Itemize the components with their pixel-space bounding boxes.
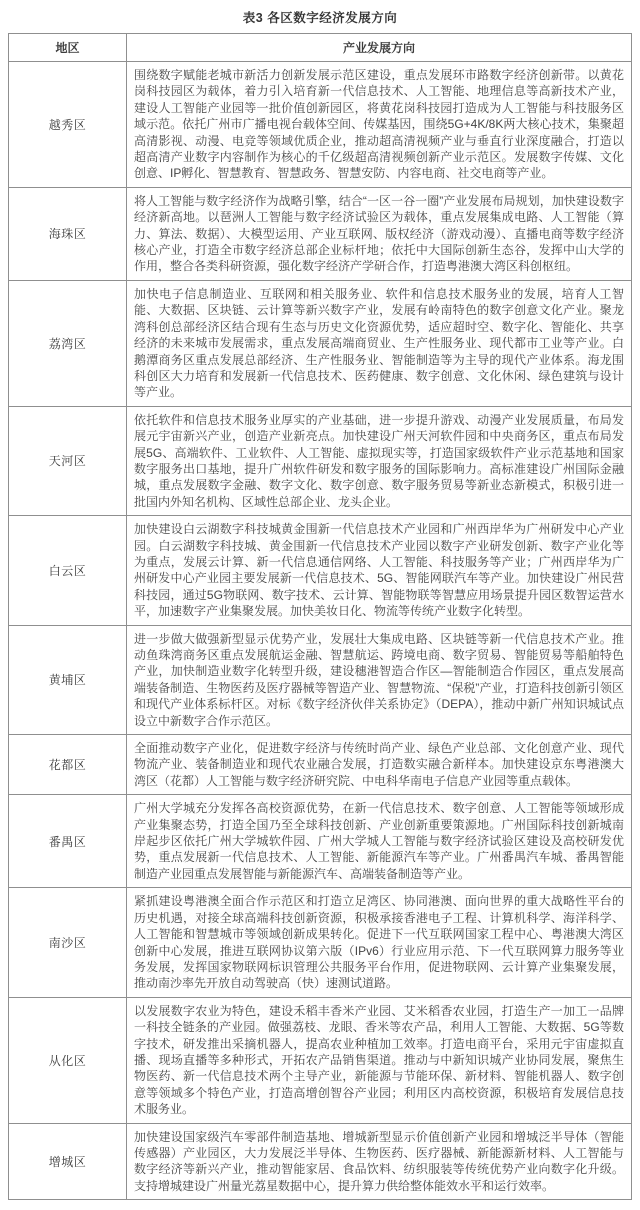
table-row [9,187,632,280]
header-row [9,34,632,62]
table-row [9,997,632,1123]
table-row [9,62,632,188]
direction-cell: 进一步做大做强新型显示优势产业，发展壮大集成电路、区块链等新一代信息技术产业。推动鱼珠湾商务区重点发展航运金融、智慧航运、跨境电商、数字贸易、智能贸易等船舶特色产业，加快制造业数字化转型升级，建设穗港智造合作区—智能制造合作园区，重点发展高端装备制造、生物医药及医疗器械等智造产业、智慧物流、“保税”产业，打造科技创新引领区和现代产业体系标杆区。对标《数字经济伙伴关系协定》（DEPA），推动中新广州知识城试点设立中新数字合作示范区。 [127,625,632,734]
district-development-table [8,33,632,1200]
direction-cell: 围绕数字赋能老城市新活力创新发展示范区建设，重点发展环市路数字经济创新带。以黄花岗科技园区为载体，着力引入培育新一代信息技术、人工智能、地理信息等高新技术产业，建设人工智能产业园等一批价值创新园区，将黄花岗科技园打造成为人工智能与科技服务区域示范。依托广州市广播电视台载体空间、传媒基因，围绕5G+4K/8K两大核心技术，集聚超高清影视、动漫、电竞等领域优质企业，推动超高清视频产业与垂直行业深度融合，打造以超高清产业数字内容制作为核心的千亿级超高清视频创新产业示范区。发展数字传媒、文化创意、IP孵化、智慧教育、智慧政务、智慧安防、内容电商、社交电商等产业。 [127,62,632,188]
table-row [9,795,632,888]
direction-cell: 加快建设国家级汽车零部件制造基地、增城新型显示价值创新产业园和增城泛半导体（智能传感器）产业园区，大力发展泛半导体、生物医药、医疗器械、新能源新材料、人工智能与数字经济等新兴产业，推动智能家居、食品饮料、纺织服装等传统优势产业向数字化升级。支持增城建设广州量光荔星数据中心，提升算力供给整体能效水平和运行效率。 [127,1123,632,1200]
district-cell: 天河区 [9,406,127,515]
direction-cell: 依托软件和信息技术服务业厚实的产业基础，进一步提升游戏、动漫产业发展质量，布局发展元宇宙新兴产业，创造产业新亮点。加快建设广州天河软件园和中央商务区，重点布局发展5G、高端软件、工业软件、人工智能、虚拟现实等，打造国家级软件产业示范基地和国家数字服务出口基地，提升广州软件研发和数字服务的国际影响力。高标准建设广州国际金融城，重点发展数字金融、数字文化、数字创意、数字服务贸易等新业态新模式，积极引进一批国内外知名机构、区域性总部企业、龙头企业。 [127,406,632,515]
direction-cell: 全面推动数字产业化，促进数字经济与传统时尚产业、绿色产业总部、文化创意产业、现代物流产业、装备制造业和现代农业融合发展，打造数实融合新样本。加快建设京东粤港澳大湾区（花都）人工智能与数字经济研究院、中电科华南电子信息产业园等重点载体。 [127,735,632,795]
direction-cell: 紧抓建设粤港澳全面合作示范区和打造立足湾区、协同港澳、面向世界的重大战略性平台的历史机遇，对接全球高端科技创新资源，积极承接香港电子工程、计算机科学、海洋科学、人工智能和智慧城市等领域创新成果转化。促进下一代互联网国家工程中心、粤港澳大湾区创新中心发展，推进互联网协议第六版（IPv6）行业应用示范、下一代互联网算力服务等业务发展，发挥国家物联网标识管理公共服务平台作用，促进物联网、云计算产业集聚发展，推动南沙率先开放自动驾驶高（快）速测试道路。 [127,888,632,997]
table-row [9,625,632,734]
table-row [9,735,632,795]
district-cell: 黄埔区 [9,625,127,734]
table-header [9,34,632,62]
table-row [9,516,632,625]
direction-cell: 加快建设白云湖数字科技城黄金围新一代信息技术产业园和广州西岸华为广州研发中心产业园。白云湖数字科技城、黄金围新一代信息技术产业园以数字产业研发创新、数字产业化等为重点，发展云计算、新一代信息通信网络、人工智能、科技服务等产业；广州西岸华为广州研发中心产业园主要发展新一代信息技术、5G、智能网联汽车等产业。加快建设广州民营科技园，通过5G物联网、数字技术、云计算、智能物联等智慧应用场景提升园区数智运营水平，加速数字产业集聚发展。加快美妆日化、物流等传统产业数字化转型。 [127,516,632,625]
table-row [9,1123,632,1200]
district-cell: 海珠区 [9,187,127,280]
table-row [9,280,632,406]
district-cell: 白云区 [9,516,127,625]
direction-cell: 加快电子信息制造业、互联网和相关服务业、软件和信息技术服务业的发展，培育人工智能、大数据、区块链、云计算等新兴数字产业，发展有岭南特色的数字创意文化产业。聚龙湾科创总部经济区结合现有生态与历史文化资源优势，适应超时空、数字化、智能化、共享经济的未来城市发展需求，重点发展高端商贸业、生产性服务业、现代都市工业等产业。白鹅潭商务区重点发展总部经济、生产性服务业、智能制造等为主导的现代产业体系。海龙围科创区大力培育和发展新一代信息技术、医药健康、数字创意、文化休闲、绿色建筑与设计等产业。 [127,280,632,406]
district-cell: 花都区 [9,735,127,795]
header-direction: 产业发展方向 [127,34,632,62]
district-cell: 增城区 [9,1123,127,1200]
district-cell: 番禺区 [9,795,127,888]
direction-cell: 以发展数字农业为特色，建设禾稻丰香米产业园、艾米稻香农业园，打造生产一加工一品牌一科技全链条的产业园。做强荔枝、龙眼、香米等农产品，利用人工智能、大数据、5G等数字技术，研发推出采摘机器人，提高农业种植加工效率。打造电商平台，采用元宇宙虚拟直播、现场直播等多种形式，开拓农产品销售渠道。推动与中新知识城产业协同发展，聚焦生物医药、新一代信息技术两个主导产业，新能源与节能环保、新材料、智能机器人、数字创意等领域多个特色产业，打造高增创智谷产业园；利用区内高校资源，积极培育发展信息技术服务业。 [127,997,632,1123]
district-cell: 荔湾区 [9,280,127,406]
district-cell: 从化区 [9,997,127,1123]
table-row [9,406,632,515]
direction-cell: 广州大学城充分发挥各高校资源优势，在新一代信息技术、数字创意、人工智能等领域形成产业集聚态势，打造全国乃至全球科技创新、产业创新重要策源地。广州国际科技创新城南岸起步区依托广州大学城软件园、广州大学城人工智能与数字经济试验区建设及高校研发优势，重点发展新一代信息技术、人工智能、新能源汽车等产业。广州番禺汽车城、番禺智能制造产业园重点发展智能与新能源汽车、高端装备制造等产业。 [127,795,632,888]
district-cell: 越秀区 [9,62,127,188]
page-title: 表3 各区数字经济发展方向 [242,11,398,25]
district-cell: 南沙区 [9,888,127,997]
direction-cell: 将人工智能与数字经济作为战略引擎，结合“一区一谷一圈”产业发展布局规划，加快建设数字经济新高地。以琶洲人工智能与数字经济试验区为载体，重点发展集成电路、人工智能（算力、算法、数据）、大模型运用、产业互联网、版权经济（游戏动漫）、直播电商等数字经济核心产业，打造全市数字经济总部企业标杆地；依托中大国际创新生态谷，发挥中山大学的作用，整合各类科研资源，强化数字经济产学研合作，打造粤港澳大湾区科创枢纽。 [127,187,632,280]
table-body [9,62,632,1200]
header-district: 地区 [9,34,127,62]
table-row [9,888,632,997]
